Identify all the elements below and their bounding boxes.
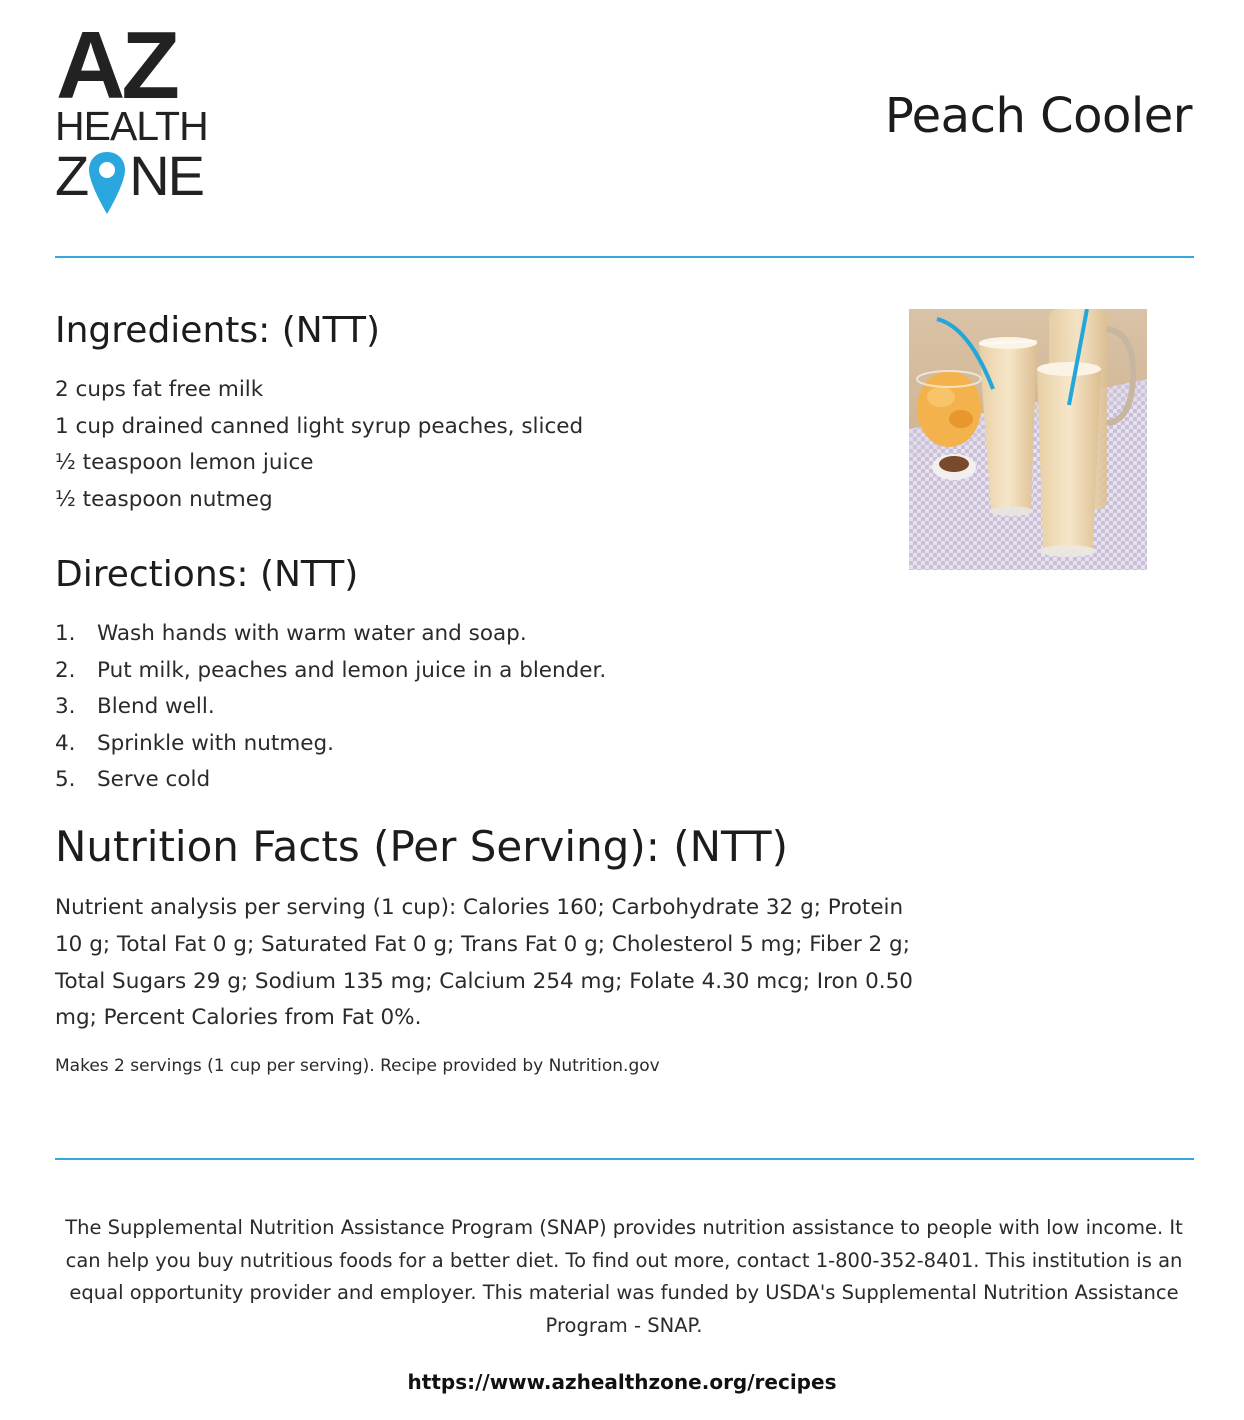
map-pin-icon <box>87 150 127 216</box>
direction-step <box>55 616 606 653</box>
step-text: Put milk, peaches and lemon juice in a blender. <box>97 657 607 683</box>
servings-note: Makes 2 servings (1 cup per serving). Recipe provided by Nutrition.gov <box>55 1056 660 1076</box>
logo-zone-z: Z <box>55 144 88 207</box>
directions-heading: Directions: (NTT) <box>55 554 359 595</box>
ingredient-item: ½ teaspoon lemon juice <box>55 450 314 475</box>
directions-list <box>55 616 606 799</box>
direction-step <box>55 689 606 726</box>
header-divider <box>55 256 1194 258</box>
direction-step <box>55 653 606 690</box>
step-number: 3. <box>55 694 76 719</box>
step-text: Sprinkle with nutmeg. <box>97 730 335 756</box>
ingredients-heading: Ingredients: (NTT) <box>55 310 381 351</box>
ingredient-item: 2 cups fat free milk <box>55 377 264 402</box>
step-text: Serve cold <box>97 767 211 792</box>
nutrition-analysis: Nutrient analysis per serving (1 cup): Calories 160; Carbohydrate 32 g; Protein 10 g; Total Fat 0 g; Saturated Fat 0 g; Trans Fat 0 g; Cholesterol 5 mg; Fiber 2 g; Total Sugars 29 g; Sodium 135 mg; Calcium 254 mg; Folate 4.30 mcg; Iron 0.50 mg; Percent Calories from Fat 0%. <box>55 895 913 1031</box>
ingredient-item: ½ teaspoon nutmeg <box>55 486 273 512</box>
logo-zone-ne: NE <box>129 144 204 207</box>
direction-step <box>55 726 606 763</box>
step-text: Wash hands with warm water and soap. <box>97 621 527 646</box>
direction-step <box>55 762 606 799</box>
peach-cooler-photo <box>909 309 1147 570</box>
snap-disclaimer: The Supplemental Nutrition Assistance Program (SNAP) provides nutrition assistance to people with low income. It can help you buy nutritious foods for a better diet. To find out more, contact 1-800-352-8401. This institution is an equal opportunity provider and employer. This material was funded by USDA's Supplemental Nutrition Assistance Program - SNAP. <box>65 1216 1183 1337</box>
logo-zone-text <box>55 144 204 216</box>
logo-health-text: HEALTH <box>55 103 208 149</box>
logo-az-text: AZ <box>56 12 176 119</box>
step-number: 5. <box>55 767 76 792</box>
footer-divider <box>55 1158 1194 1160</box>
recipes-url-link[interactable]: https://www.azhealthzone.org/recipes <box>407 1370 837 1394</box>
step-number: 4. <box>55 730 76 756</box>
nutrition-heading: Nutrition Facts (Per Serving): (NTT) <box>55 822 788 871</box>
az-health-zone-logo <box>54 12 208 224</box>
recipe-title: Peach Cooler <box>884 88 1192 144</box>
step-text: Blend well. <box>97 694 215 719</box>
step-number: 2. <box>55 657 76 683</box>
ingredients-list <box>55 372 583 518</box>
step-number: 1. <box>55 621 76 646</box>
ingredient-item: 1 cup drained canned light syrup peaches, sliced <box>55 413 584 439</box>
